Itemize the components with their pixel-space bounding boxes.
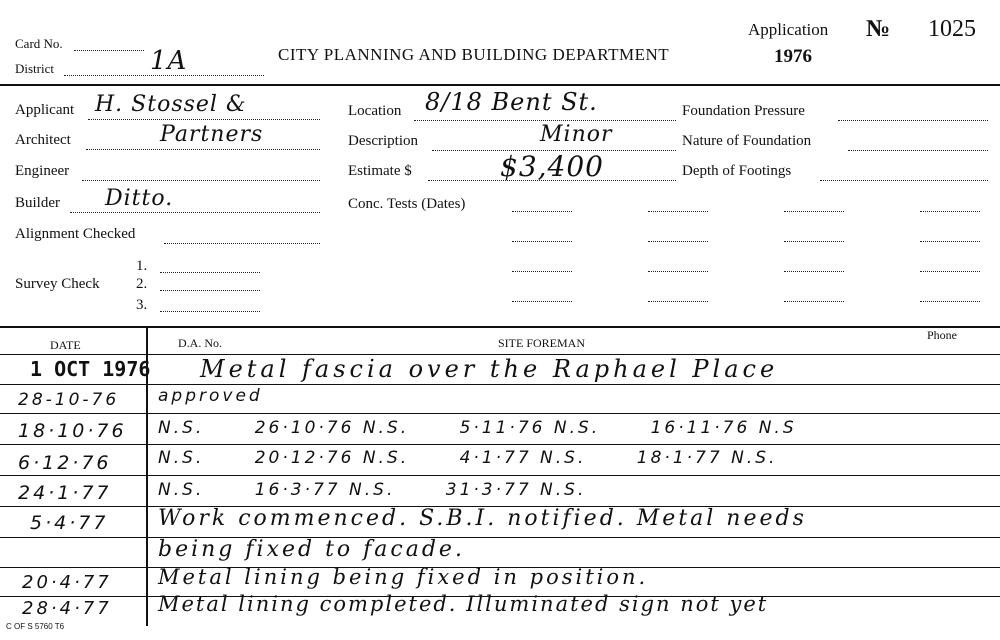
row-note: being fixed to facade. [158, 537, 465, 562]
depth-footings-line [820, 180, 988, 181]
survey-num-1: 1. [136, 258, 148, 274]
row-note: N.S. 16·3·77 N.S. 31·3·77 N.S. [158, 480, 587, 500]
architect-value: Partners [160, 122, 264, 147]
row-note: Work commenced. S.B.I. notified. Metal needs [158, 506, 807, 531]
phone-header: Phone [927, 328, 957, 342]
row-rule [0, 384, 1000, 385]
da-no-header: D.A. No. [178, 336, 222, 350]
row-note: approved [158, 386, 263, 406]
engineer-line [82, 180, 320, 181]
estimate-label: Estimate $ [348, 163, 412, 179]
survey-line-2 [160, 290, 260, 291]
description-value: Minor [540, 122, 613, 147]
row-rule [0, 537, 1000, 538]
row-note: N.S. 26·10·76 N.S. 5·11·76 N.S. 16·11·76 N.S [158, 418, 797, 438]
department-title: CITY PLANNING AND BUILDING DEPARTMENT [278, 45, 670, 64]
application-number: 1025 [928, 16, 976, 42]
district-value: 1A [150, 46, 188, 76]
application-year: 1976 [774, 46, 812, 67]
alignment-label: Alignment Checked [15, 226, 136, 242]
row-date: 6·12·76 [18, 452, 112, 474]
row-date: 1 OCT 1976 [30, 357, 151, 381]
conc-line [648, 301, 708, 302]
row-date: 5·4·77 [30, 512, 109, 534]
location-label: Location [348, 103, 402, 119]
header-rule [0, 84, 1000, 86]
row-date: 24·1·77 [18, 482, 112, 504]
date-header: DATE [50, 338, 81, 352]
application-label: Application [748, 20, 829, 39]
foundation-pressure-label: Foundation Pressure [682, 103, 805, 119]
conc-line [512, 271, 572, 272]
foundation-pressure-line [838, 120, 988, 121]
builder-value: Ditto. [105, 186, 174, 211]
row-note: Metal fascia over the Raphael Place [200, 355, 779, 383]
conc-line [648, 271, 708, 272]
conc-line [512, 211, 572, 212]
conc-line [784, 241, 844, 242]
survey-num-2: 2. [136, 276, 148, 292]
applicant-value: H. Stossel & [95, 92, 247, 117]
conc-line [648, 241, 708, 242]
engineer-label: Engineer [15, 163, 70, 179]
conc-tests-label: Conc. Tests (Dates) [348, 196, 466, 212]
survey-line-1 [160, 272, 260, 273]
row-date: 20·4·77 [22, 572, 112, 593]
description-label: Description [348, 133, 418, 149]
row-note: Metal lining being fixed in position. [158, 565, 649, 589]
conc-line [512, 301, 572, 302]
depth-footings-label: Depth of Footings [682, 163, 792, 179]
builder-label: Builder [15, 195, 60, 211]
survey-label: Survey Check [15, 276, 100, 292]
conc-line [920, 301, 980, 302]
number-sign: № [866, 16, 891, 42]
row-date: 28-10-76 [18, 390, 120, 410]
table-top-rule [0, 326, 1000, 328]
card-no-label: Card No. [15, 36, 63, 51]
form-code: C OF S 5760 T6 [6, 622, 65, 631]
site-foreman-header: SITE FOREMAN [498, 336, 586, 350]
row-note: Metal lining completed. Illuminated sign not yet [158, 592, 769, 616]
conc-line [648, 211, 708, 212]
row-date: 18·10·76 [18, 420, 127, 442]
conc-line [512, 241, 572, 242]
district-label: District [15, 61, 54, 76]
architect-label: Architect [15, 132, 71, 148]
nature-foundation-line [848, 150, 988, 151]
card-no-line [74, 50, 144, 51]
builder-line [70, 212, 320, 213]
conc-line [784, 271, 844, 272]
alignment-line [164, 243, 320, 244]
conc-line [920, 211, 980, 212]
conc-line [784, 211, 844, 212]
nature-foundation-label: Nature of Foundation [682, 133, 812, 149]
architect-line [86, 149, 320, 150]
row-rule [0, 444, 1000, 445]
location-value: 8/18 Bent St. [425, 88, 598, 116]
conc-line [784, 301, 844, 302]
survey-line-3 [160, 311, 260, 312]
row-date: 28·4·77 [22, 598, 112, 619]
conc-line [920, 241, 980, 242]
row-rule [0, 413, 1000, 414]
conc-line [920, 271, 980, 272]
location-line [414, 120, 676, 121]
row-note: N.S. 20·12·76 N.S. 4·1·77 N.S. 18·1·77 N.S. [158, 448, 778, 468]
survey-num-3: 3. [136, 297, 148, 313]
estimate-value: $3,400 [500, 150, 604, 183]
applicant-line [88, 119, 320, 120]
row-rule [0, 475, 1000, 476]
applicant-label: Applicant [15, 102, 75, 118]
